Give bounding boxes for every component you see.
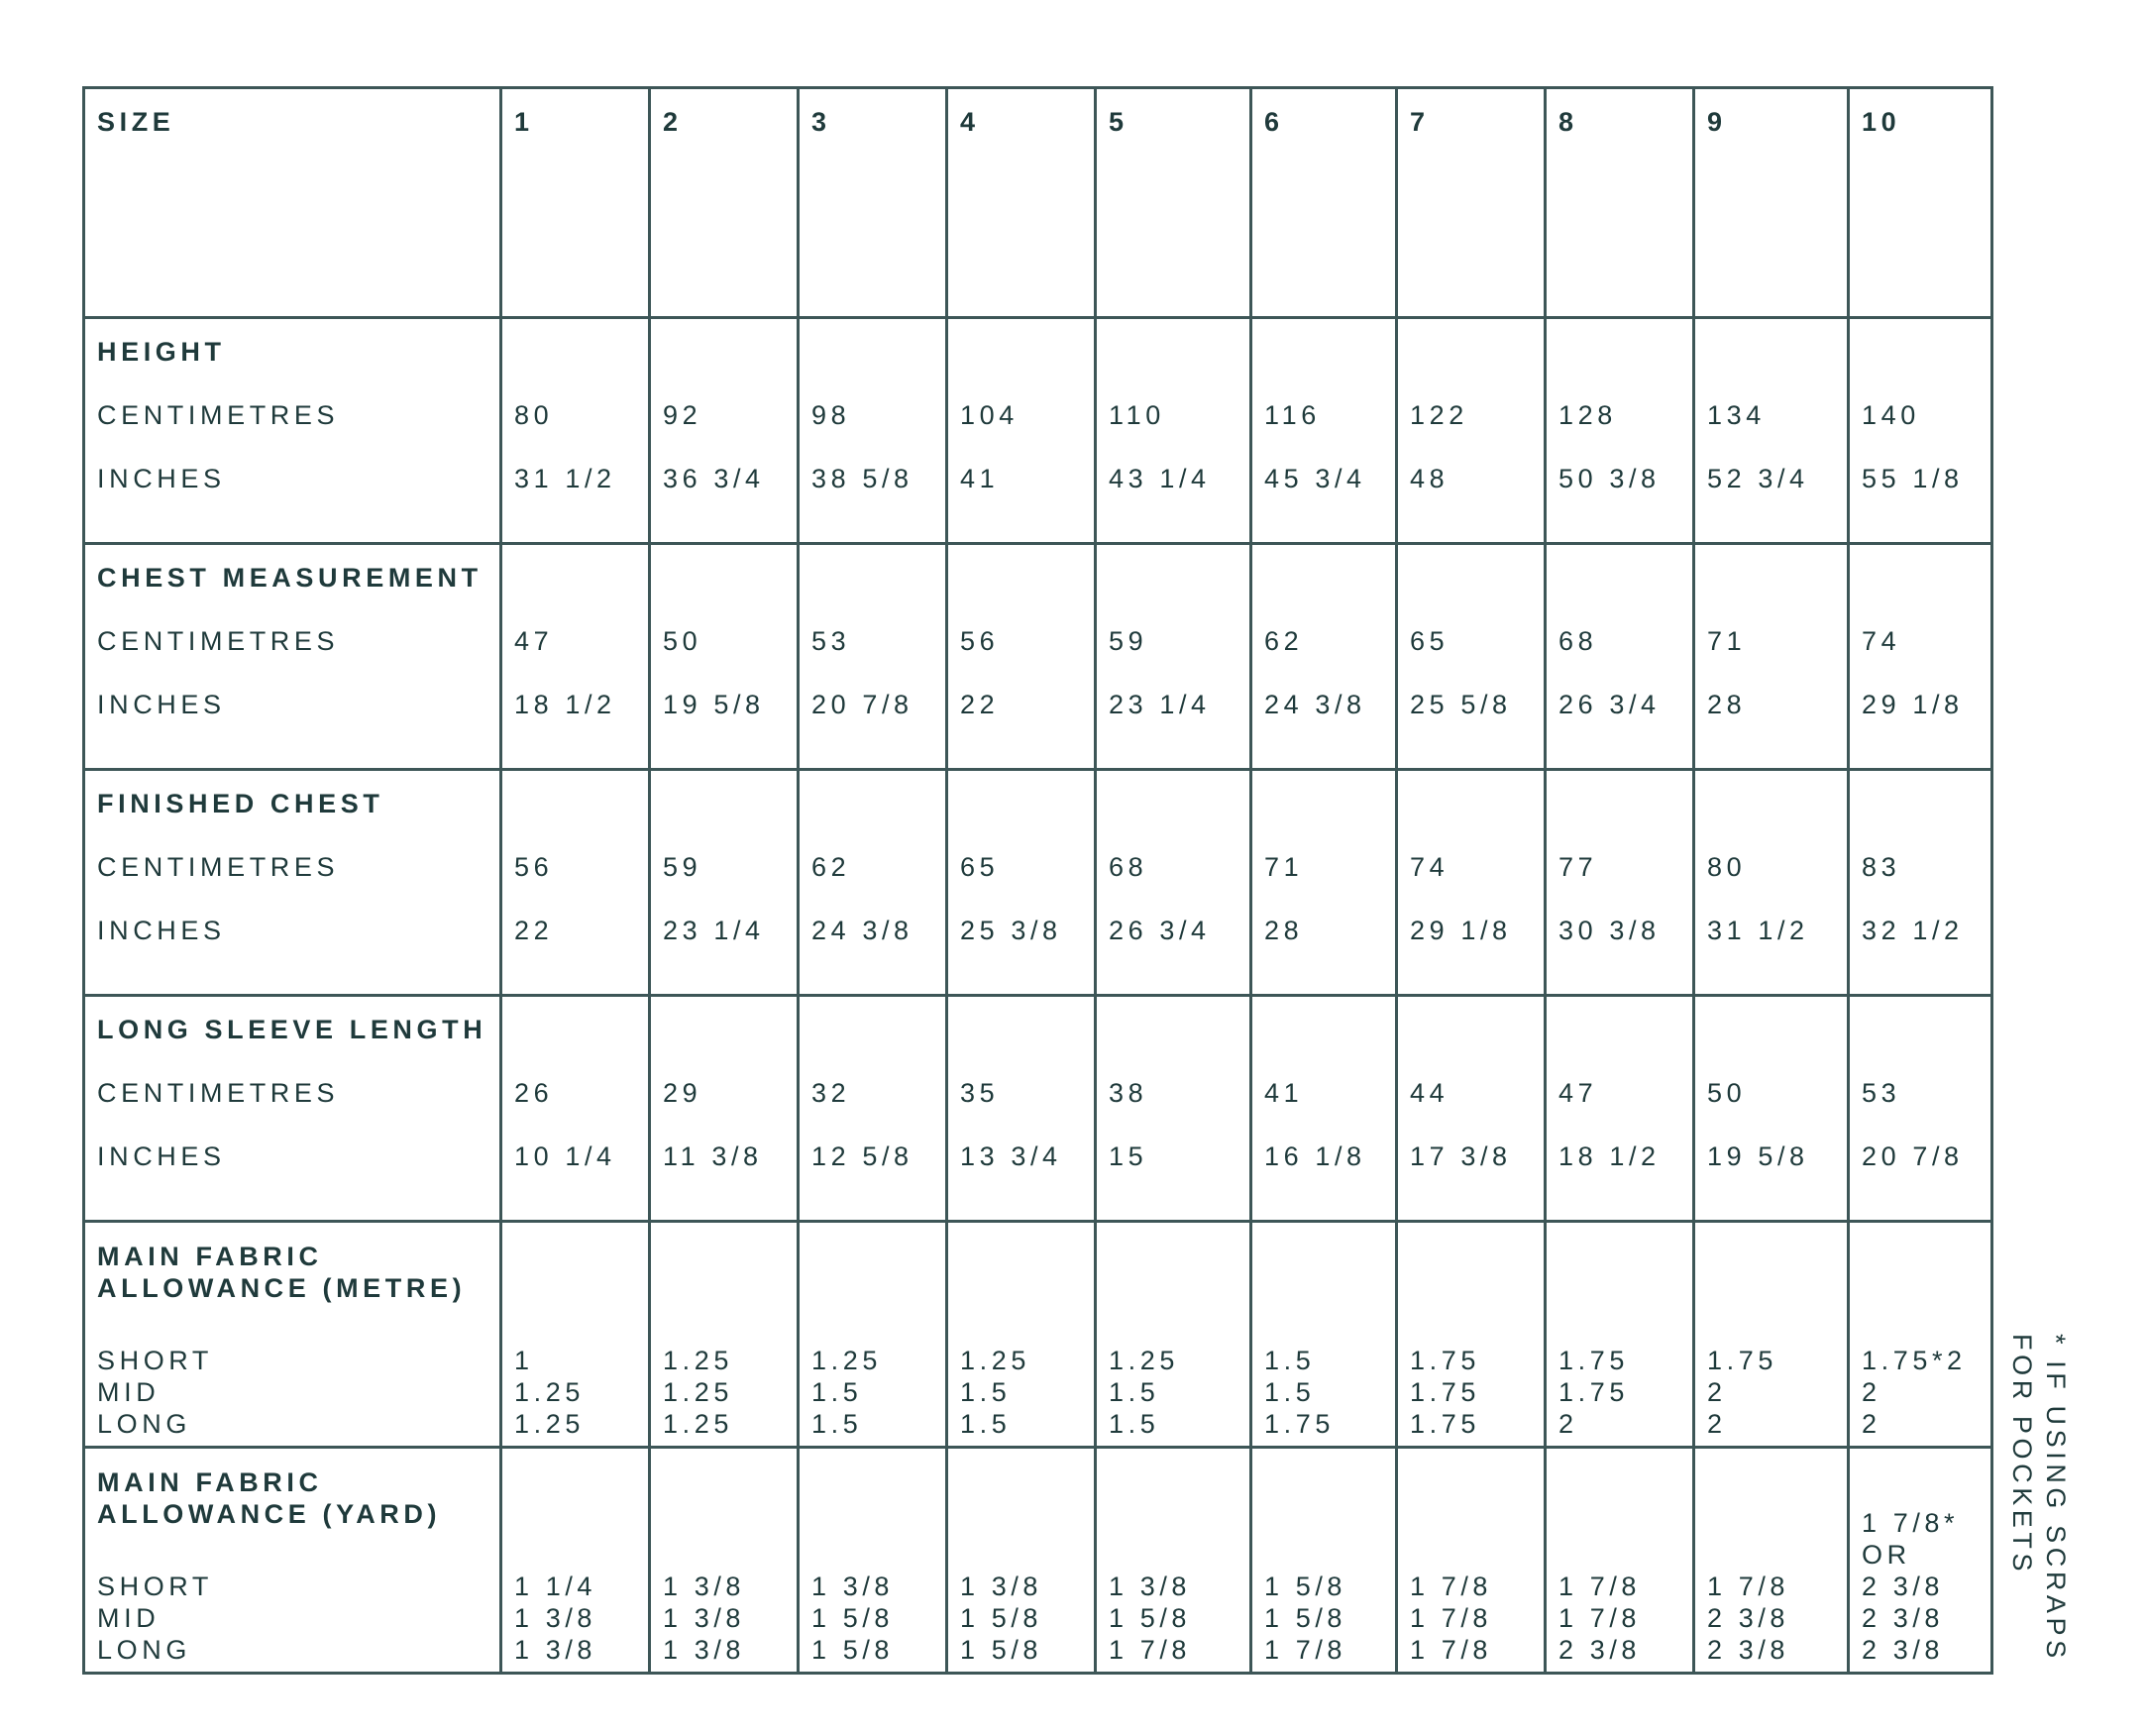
centimetre-value: 65 <box>1410 626 1450 656</box>
fabric-values: 1.75 2 2 <box>1707 1346 1777 1439</box>
inch-value: 19 5/8 <box>1707 1141 1809 1171</box>
centimetre-value: 68 <box>1558 626 1598 656</box>
value-cell <box>1251 544 1397 770</box>
cell-content <box>960 1449 1090 1672</box>
cell-content <box>514 997 644 1220</box>
fabric-values: 1.25 1.5 1.5 <box>960 1346 1030 1439</box>
value-cell <box>650 770 799 996</box>
cell-content <box>1264 545 1391 768</box>
cell-content <box>1264 1449 1391 1672</box>
size-number: 1 <box>514 107 534 137</box>
measure-title: CHEST MEASUREMENT <box>97 563 483 593</box>
size-number: 2 <box>663 107 683 137</box>
value-cell <box>799 318 947 544</box>
short-label: SHORT <box>97 1346 214 1375</box>
size-number: 9 <box>1707 107 1727 137</box>
fabric-title: MAIN FABRIC ALLOWANCE (YARD) <box>97 1467 442 1529</box>
label-cell <box>84 770 501 996</box>
inches-label: INCHES <box>97 464 226 493</box>
cell-content <box>1410 1449 1540 1672</box>
cell-content <box>960 1223 1090 1446</box>
size-cell <box>650 88 799 318</box>
value-cell <box>1251 996 1397 1222</box>
value-cell <box>1096 770 1251 996</box>
inch-value: 10 1/4 <box>514 1141 616 1171</box>
measure-title: HEIGHT <box>97 337 226 367</box>
value-cell <box>1397 544 1546 770</box>
fabric-values: 1 1/4 1 3/8 1 3/8 <box>514 1572 597 1665</box>
value-cell <box>1397 318 1546 544</box>
fabric-values: 1 7/8 1 7/8 1 7/8 <box>1410 1572 1493 1665</box>
value-cell <box>947 770 1096 996</box>
size-cell <box>1397 88 1546 318</box>
centimetre-value: 38 <box>1109 1078 1148 1108</box>
centimetre-value: 74 <box>1410 852 1450 882</box>
inch-value: 52 3/4 <box>1707 464 1809 493</box>
cell-content <box>1558 771 1688 994</box>
inch-value: 23 1/4 <box>663 916 765 945</box>
fabric-values: 1 1.25 1.25 <box>514 1346 585 1439</box>
size-number: 5 <box>1109 107 1128 137</box>
value-cell <box>1096 544 1251 770</box>
cell-content <box>514 89 644 316</box>
cell-content <box>1264 771 1391 994</box>
fabric-cell <box>1546 1222 1694 1448</box>
inch-value: 29 1/8 <box>1862 690 1964 719</box>
cell-content <box>97 771 495 994</box>
fabric-cell <box>799 1222 947 1448</box>
cell-content <box>811 89 941 316</box>
size-cell <box>947 88 1096 318</box>
fabric-cell <box>947 1222 1096 1448</box>
centimetres-label: CENTIMETRES <box>97 1078 340 1108</box>
centimetre-value: 56 <box>960 626 1000 656</box>
cell-content <box>1109 771 1245 994</box>
value-cell <box>650 544 799 770</box>
centimetres-label: CENTIMETRES <box>97 400 340 430</box>
size-number: 10 <box>1862 107 1901 137</box>
centimetre-value: 35 <box>960 1078 1000 1108</box>
fabric-values: 1.5 1.5 1.75 <box>1264 1346 1335 1439</box>
value-cell <box>1251 318 1397 544</box>
centimetre-value: 140 <box>1862 400 1920 430</box>
cell-content <box>1558 89 1688 316</box>
inch-value: 31 1/2 <box>1707 916 1809 945</box>
value-cell <box>799 770 947 996</box>
cell-content <box>1707 771 1843 994</box>
cell-content <box>663 1449 793 1672</box>
centimetre-value: 74 <box>1862 626 1901 656</box>
inch-value: 28 <box>1707 690 1747 719</box>
scraps-footnote: * IF USING SCRAPS FOR POCKETS <box>2007 1334 2071 1663</box>
cell-content <box>1862 771 1987 994</box>
fabric-cell <box>1694 1222 1849 1448</box>
fabric-cell <box>650 1222 799 1448</box>
measure-title: FINISHED CHEST <box>97 789 384 818</box>
centimetre-value: 68 <box>1109 852 1148 882</box>
inch-value: 19 5/8 <box>663 690 765 719</box>
fabric-cell <box>501 1222 650 1448</box>
label-cell <box>84 318 501 544</box>
inch-value: 24 3/8 <box>811 916 913 945</box>
centimetre-value: 59 <box>663 852 702 882</box>
fabric-cell <box>1546 1448 1694 1674</box>
label-cell <box>84 88 501 318</box>
label-cell <box>84 1222 501 1448</box>
cell-content <box>663 1223 793 1446</box>
size-row <box>84 88 1992 318</box>
cell-content <box>811 545 941 768</box>
size-number: 6 <box>1264 107 1284 137</box>
fabric-values: 1.25 1.25 1.25 <box>663 1346 733 1439</box>
inches-label: INCHES <box>97 916 226 945</box>
cell-content <box>960 771 1090 994</box>
size-cell <box>1251 88 1397 318</box>
cell-content <box>97 997 495 1220</box>
cell-content <box>1707 1223 1843 1446</box>
cell-content <box>1862 545 1987 768</box>
fabric-cell <box>1849 1448 1992 1674</box>
cell-content <box>1707 545 1843 768</box>
value-cell <box>1849 544 1992 770</box>
fabric-values: 1.25 1.5 1.5 <box>1109 1346 1179 1439</box>
fabric-values: 1 3/8 1 5/8 1 5/8 <box>811 1572 895 1665</box>
centimetre-value: 56 <box>514 852 554 882</box>
inch-value: 48 <box>1410 464 1450 493</box>
centimetre-value: 71 <box>1264 852 1304 882</box>
cell-content <box>97 545 495 768</box>
inch-value: 45 3/4 <box>1264 464 1366 493</box>
centimetre-value: 92 <box>663 400 702 430</box>
centimetre-value: 104 <box>960 400 1019 430</box>
centimetre-value: 116 <box>1264 400 1321 430</box>
size-cell <box>799 88 947 318</box>
fabric-cell <box>1849 1222 1992 1448</box>
centimetre-value: 29 <box>663 1078 702 1108</box>
fabric-cell <box>1251 1448 1397 1674</box>
size-number: 8 <box>1558 107 1578 137</box>
fabric-values: 1 5/8 1 5/8 1 7/8 <box>1264 1572 1347 1665</box>
cell-content <box>1109 319 1245 542</box>
value-cell <box>1546 770 1694 996</box>
cell-content <box>1558 319 1688 542</box>
inch-value: 22 <box>514 916 554 945</box>
cell-content <box>1707 319 1843 542</box>
inch-value: 30 3/8 <box>1558 916 1661 945</box>
fabric-yard-row <box>84 1448 1992 1674</box>
centimetre-value: 50 <box>663 626 702 656</box>
fabric-metre-row <box>84 1222 1992 1448</box>
fabric-cell <box>1096 1448 1251 1674</box>
inch-value: 50 3/8 <box>1558 464 1661 493</box>
centimetre-value: 77 <box>1558 852 1598 882</box>
fabric-values: 1 7/8* OR 2 3/8 2 3/8 2 3/8 <box>1862 1508 1960 1665</box>
cell-content <box>1410 319 1540 542</box>
size-cell <box>1546 88 1694 318</box>
value-cell <box>1694 996 1849 1222</box>
cell-content <box>1707 1449 1843 1672</box>
fabric-values: 1.75*2 2 2 <box>1862 1346 1967 1439</box>
cell-content <box>811 997 941 1220</box>
cell-content <box>514 319 644 542</box>
inch-value: 16 1/8 <box>1264 1141 1366 1171</box>
cell-content <box>97 1223 495 1446</box>
value-cell <box>1251 770 1397 996</box>
measure-title: LONG SLEEVE LENGTH <box>97 1015 487 1044</box>
inch-value: 20 7/8 <box>811 690 913 719</box>
length-labels <box>97 1571 213 1666</box>
centimetre-value: 62 <box>1264 626 1304 656</box>
centimetres-label: CENTIMETRES <box>97 852 340 882</box>
inch-value: 26 3/4 <box>1109 916 1211 945</box>
value-cell <box>650 318 799 544</box>
cell-content <box>514 771 644 994</box>
value-cell <box>1546 318 1694 544</box>
cell-content <box>663 89 793 316</box>
centimetre-value: 26 <box>514 1078 554 1108</box>
fabric-cell <box>1096 1222 1251 1448</box>
value-cell <box>1096 996 1251 1222</box>
fabric-values: 1 3/8 1 5/8 1 7/8 <box>1109 1572 1192 1665</box>
inch-value: 43 1/4 <box>1109 464 1211 493</box>
length-labels <box>97 1345 213 1440</box>
mid-label: MID <box>97 1603 161 1633</box>
centimetre-value: 32 <box>811 1078 851 1108</box>
value-cell <box>1397 996 1546 1222</box>
fabric-cell <box>1251 1222 1397 1448</box>
label-cell <box>84 1448 501 1674</box>
cell-content <box>1410 771 1540 994</box>
size-cell <box>1849 88 1992 318</box>
centimetre-value: 128 <box>1558 400 1617 430</box>
inch-value: 28 <box>1264 916 1304 945</box>
fabric-cell <box>1397 1448 1546 1674</box>
long-label: LONG <box>97 1409 191 1439</box>
measure-row <box>84 544 1992 770</box>
value-cell <box>501 544 650 770</box>
inch-value: 18 1/2 <box>514 690 616 719</box>
cell-content <box>1109 1223 1245 1446</box>
inch-value: 22 <box>960 690 1000 719</box>
cell-content <box>1410 1223 1540 1446</box>
inch-value: 25 3/8 <box>960 916 1062 945</box>
centimetre-value: 122 <box>1410 400 1468 430</box>
cell-content <box>1862 319 1987 542</box>
measure-row <box>84 770 1992 996</box>
centimetre-value: 71 <box>1707 626 1747 656</box>
cell-content <box>1410 545 1540 768</box>
value-cell <box>1546 996 1694 1222</box>
mid-label: MID <box>97 1377 161 1407</box>
size-label: SIZE <box>97 107 175 137</box>
value-cell <box>501 318 650 544</box>
centimetre-value: 110 <box>1109 400 1165 430</box>
cell-content <box>1264 1223 1391 1446</box>
fabric-cell <box>799 1448 947 1674</box>
value-cell <box>1694 544 1849 770</box>
cell-content <box>1862 1449 1987 1672</box>
size-cell <box>501 88 650 318</box>
cell-content <box>514 1449 644 1672</box>
short-label: SHORT <box>97 1572 214 1601</box>
cell-content <box>811 319 941 542</box>
size-cell <box>1096 88 1251 318</box>
cell-content <box>1707 89 1843 316</box>
cell-content <box>663 771 793 994</box>
fabric-values: 1 7/8 1 7/8 2 3/8 <box>1558 1572 1642 1665</box>
value-cell <box>947 544 1096 770</box>
measure-row <box>84 318 1992 544</box>
centimetre-value: 80 <box>514 400 554 430</box>
size-chart-table <box>82 86 1993 1675</box>
inch-value: 18 1/2 <box>1558 1141 1661 1171</box>
value-cell <box>1694 770 1849 996</box>
cell-content <box>1109 1449 1245 1672</box>
inch-value: 17 3/8 <box>1410 1141 1512 1171</box>
fabric-values: 1 7/8 2 3/8 2 3/8 <box>1707 1572 1790 1665</box>
inch-value: 20 7/8 <box>1862 1141 1964 1171</box>
cell-content <box>1862 997 1987 1220</box>
inch-value: 24 3/8 <box>1264 690 1366 719</box>
cell-content <box>811 1223 941 1446</box>
long-label: LONG <box>97 1635 191 1665</box>
value-cell <box>799 544 947 770</box>
fabric-values: 1.75 1.75 1.75 <box>1410 1346 1480 1439</box>
cell-content <box>1558 545 1688 768</box>
fabric-cell <box>1397 1222 1546 1448</box>
cell-content <box>1410 997 1540 1220</box>
cell-content <box>663 319 793 542</box>
size-number: 4 <box>960 107 980 137</box>
centimetre-value: 65 <box>960 852 1000 882</box>
cell-content <box>97 89 495 316</box>
inch-value: 12 5/8 <box>811 1141 913 1171</box>
inch-value: 13 3/4 <box>960 1141 1062 1171</box>
fabric-values: 1 3/8 1 3/8 1 3/8 <box>663 1572 746 1665</box>
inch-value: 25 5/8 <box>1410 690 1512 719</box>
fabric-values: 1 3/8 1 5/8 1 5/8 <box>960 1572 1043 1665</box>
inch-value: 26 3/4 <box>1558 690 1661 719</box>
fabric-cell <box>501 1448 650 1674</box>
value-cell <box>1849 770 1992 996</box>
inch-value: 23 1/4 <box>1109 690 1211 719</box>
label-cell <box>84 544 501 770</box>
centimetre-value: 47 <box>1558 1078 1598 1108</box>
cell-content <box>1862 89 1987 316</box>
value-cell <box>1546 544 1694 770</box>
cell-content <box>97 1449 495 1672</box>
centimetre-value: 44 <box>1410 1078 1450 1108</box>
inch-value: 31 1/2 <box>514 464 616 493</box>
fabric-cell <box>947 1448 1096 1674</box>
size-number: 3 <box>811 107 831 137</box>
inch-value: 15 <box>1109 1141 1148 1171</box>
cell-content <box>811 1449 941 1672</box>
value-cell <box>799 996 947 1222</box>
cell-content <box>1410 89 1540 316</box>
cell-content <box>663 545 793 768</box>
cell-content <box>514 1223 644 1446</box>
inch-value: 32 1/2 <box>1862 916 1964 945</box>
cell-content <box>1558 1449 1688 1672</box>
cell-content <box>514 545 644 768</box>
centimetre-value: 53 <box>811 626 851 656</box>
inch-value: 29 1/8 <box>1410 916 1512 945</box>
size-number: 7 <box>1410 107 1430 137</box>
cell-content <box>1707 997 1843 1220</box>
fabric-values: 1.25 1.5 1.5 <box>811 1346 882 1439</box>
value-cell <box>1096 318 1251 544</box>
cell-content <box>811 771 941 994</box>
value-cell <box>947 996 1096 1222</box>
cell-content <box>960 545 1090 768</box>
cell-content <box>1109 545 1245 768</box>
centimetre-value: 59 <box>1109 626 1148 656</box>
cell-content <box>1264 89 1391 316</box>
cell-content <box>1558 1223 1688 1446</box>
measure-row <box>84 996 1992 1222</box>
centimetre-value: 98 <box>811 400 851 430</box>
fabric-cell <box>650 1448 799 1674</box>
value-cell <box>1849 996 1992 1222</box>
centimetre-value: 41 <box>1264 1078 1304 1108</box>
value-cell <box>1849 318 1992 544</box>
label-cell <box>84 996 501 1222</box>
value-cell <box>1397 770 1546 996</box>
cell-content <box>960 319 1090 542</box>
fabric-cell <box>1694 1448 1849 1674</box>
inch-value: 38 5/8 <box>811 464 913 493</box>
cell-content <box>960 997 1090 1220</box>
inches-label: INCHES <box>97 690 226 719</box>
fabric-title: MAIN FABRIC ALLOWANCE (METRE) <box>97 1242 467 1303</box>
value-cell <box>501 996 650 1222</box>
value-cell <box>1694 318 1849 544</box>
cell-content <box>97 319 495 542</box>
fabric-values: 1.75 1.75 2 <box>1558 1346 1629 1439</box>
cell-content <box>1264 319 1391 542</box>
centimetres-label: CENTIMETRES <box>97 626 340 656</box>
inch-value: 41 <box>960 464 1000 493</box>
centimetre-value: 134 <box>1707 400 1766 430</box>
centimetre-value: 80 <box>1707 852 1747 882</box>
cell-content <box>1109 997 1245 1220</box>
cell-content <box>1558 997 1688 1220</box>
centimetre-value: 62 <box>811 852 851 882</box>
cell-content <box>1109 89 1245 316</box>
cell-content <box>663 997 793 1220</box>
inches-label: INCHES <box>97 1141 226 1171</box>
cell-content <box>1264 997 1391 1220</box>
centimetre-value: 50 <box>1707 1078 1747 1108</box>
inch-value: 36 3/4 <box>663 464 765 493</box>
size-cell <box>1694 88 1849 318</box>
cell-content <box>960 89 1090 316</box>
centimetre-value: 53 <box>1862 1078 1901 1108</box>
value-cell <box>947 318 1096 544</box>
value-cell <box>650 996 799 1222</box>
inch-value: 55 1/8 <box>1862 464 1964 493</box>
inch-value: 11 3/8 <box>663 1141 763 1171</box>
value-cell <box>501 770 650 996</box>
centimetre-value: 83 <box>1862 852 1901 882</box>
cell-content <box>1862 1223 1987 1446</box>
centimetre-value: 47 <box>514 626 554 656</box>
